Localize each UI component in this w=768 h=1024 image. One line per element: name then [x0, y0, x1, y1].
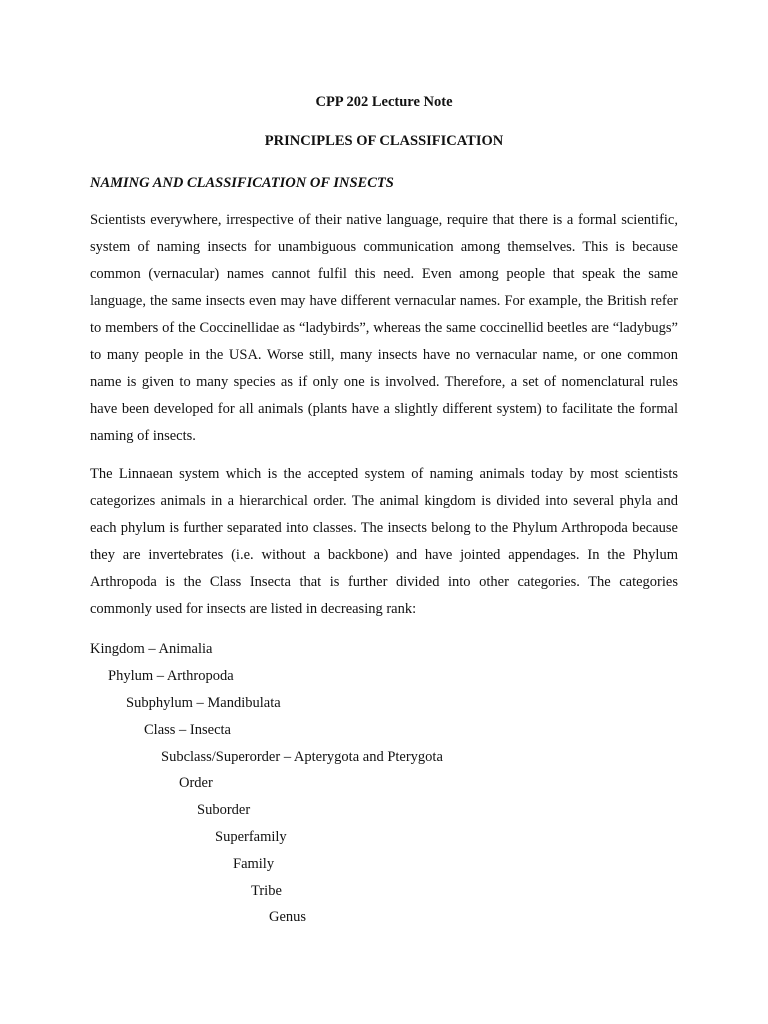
subheading: NAMING AND CLASSIFICATION OF INSECTS	[90, 175, 394, 191]
paragraph-linnaean: The Linnaean system which is the accepted system of naming animals today by most scientists categorizes animals in a hierarchical order. The animal kingdom is divided into several phyla and each phylum is further separated into classes. The insects belong to the Phylum Arthropoda because they are invertebrates (i.e. without a backbone) and have jointed appendages. In the Phylum Arthropoda is the Class Insecta that is further divided into other categories. The categories commonly used for insects are listed in decreasing rank:	[90, 466, 678, 617]
paragraph-naming: Scientists everywhere, irrespective of their native language, require that there is a formal scientific, system of naming insects for unambiguous communication among themselves. This is because common (vernacular) names cannot fulfil this need. Even among people that speak the same language, the same insects even may have different vernacular names. For example, the British refer to members of the Coccinellidae as “ladybirds”, whereas the same coccinellid beetles are “ladybugs” to many people in the USA. Worse still, many insects have no vernacular name, or one common name is given to many species as if only one is involved. Therefore, a set of nomenclatural rules have been developed for all animals (plants have a slightly different system) to facilitate the formal naming of insects.	[90, 212, 678, 444]
hierarchy-item-tribe: Tribe	[251, 883, 282, 899]
hierarchy-item-superfamily: Superfamily	[215, 829, 287, 845]
hierarchy-item-kingdom: Kingdom – Animalia	[90, 641, 213, 657]
hierarchy-item-order: Order	[179, 775, 213, 791]
hierarchy-item-subclass: Subclass/Superorder – Apterygota and Pterygota	[161, 749, 443, 765]
hierarchy-item-class: Class – Insecta	[144, 722, 231, 738]
hierarchy-item-suborder: Suborder	[197, 802, 251, 818]
hierarchy-item-phylum: Phylum – Arthropoda	[108, 668, 234, 684]
hierarchy-item-genus: Genus	[269, 909, 307, 925]
section-title: PRINCIPLES OF CLASSIFICATION	[264, 133, 504, 149]
hierarchy-item-family: Family	[233, 856, 275, 872]
hierarchy-item-subphylum: Subphylum – Mandibulata	[126, 695, 281, 711]
course-title: CPP 202 Lecture Note	[315, 94, 453, 110]
